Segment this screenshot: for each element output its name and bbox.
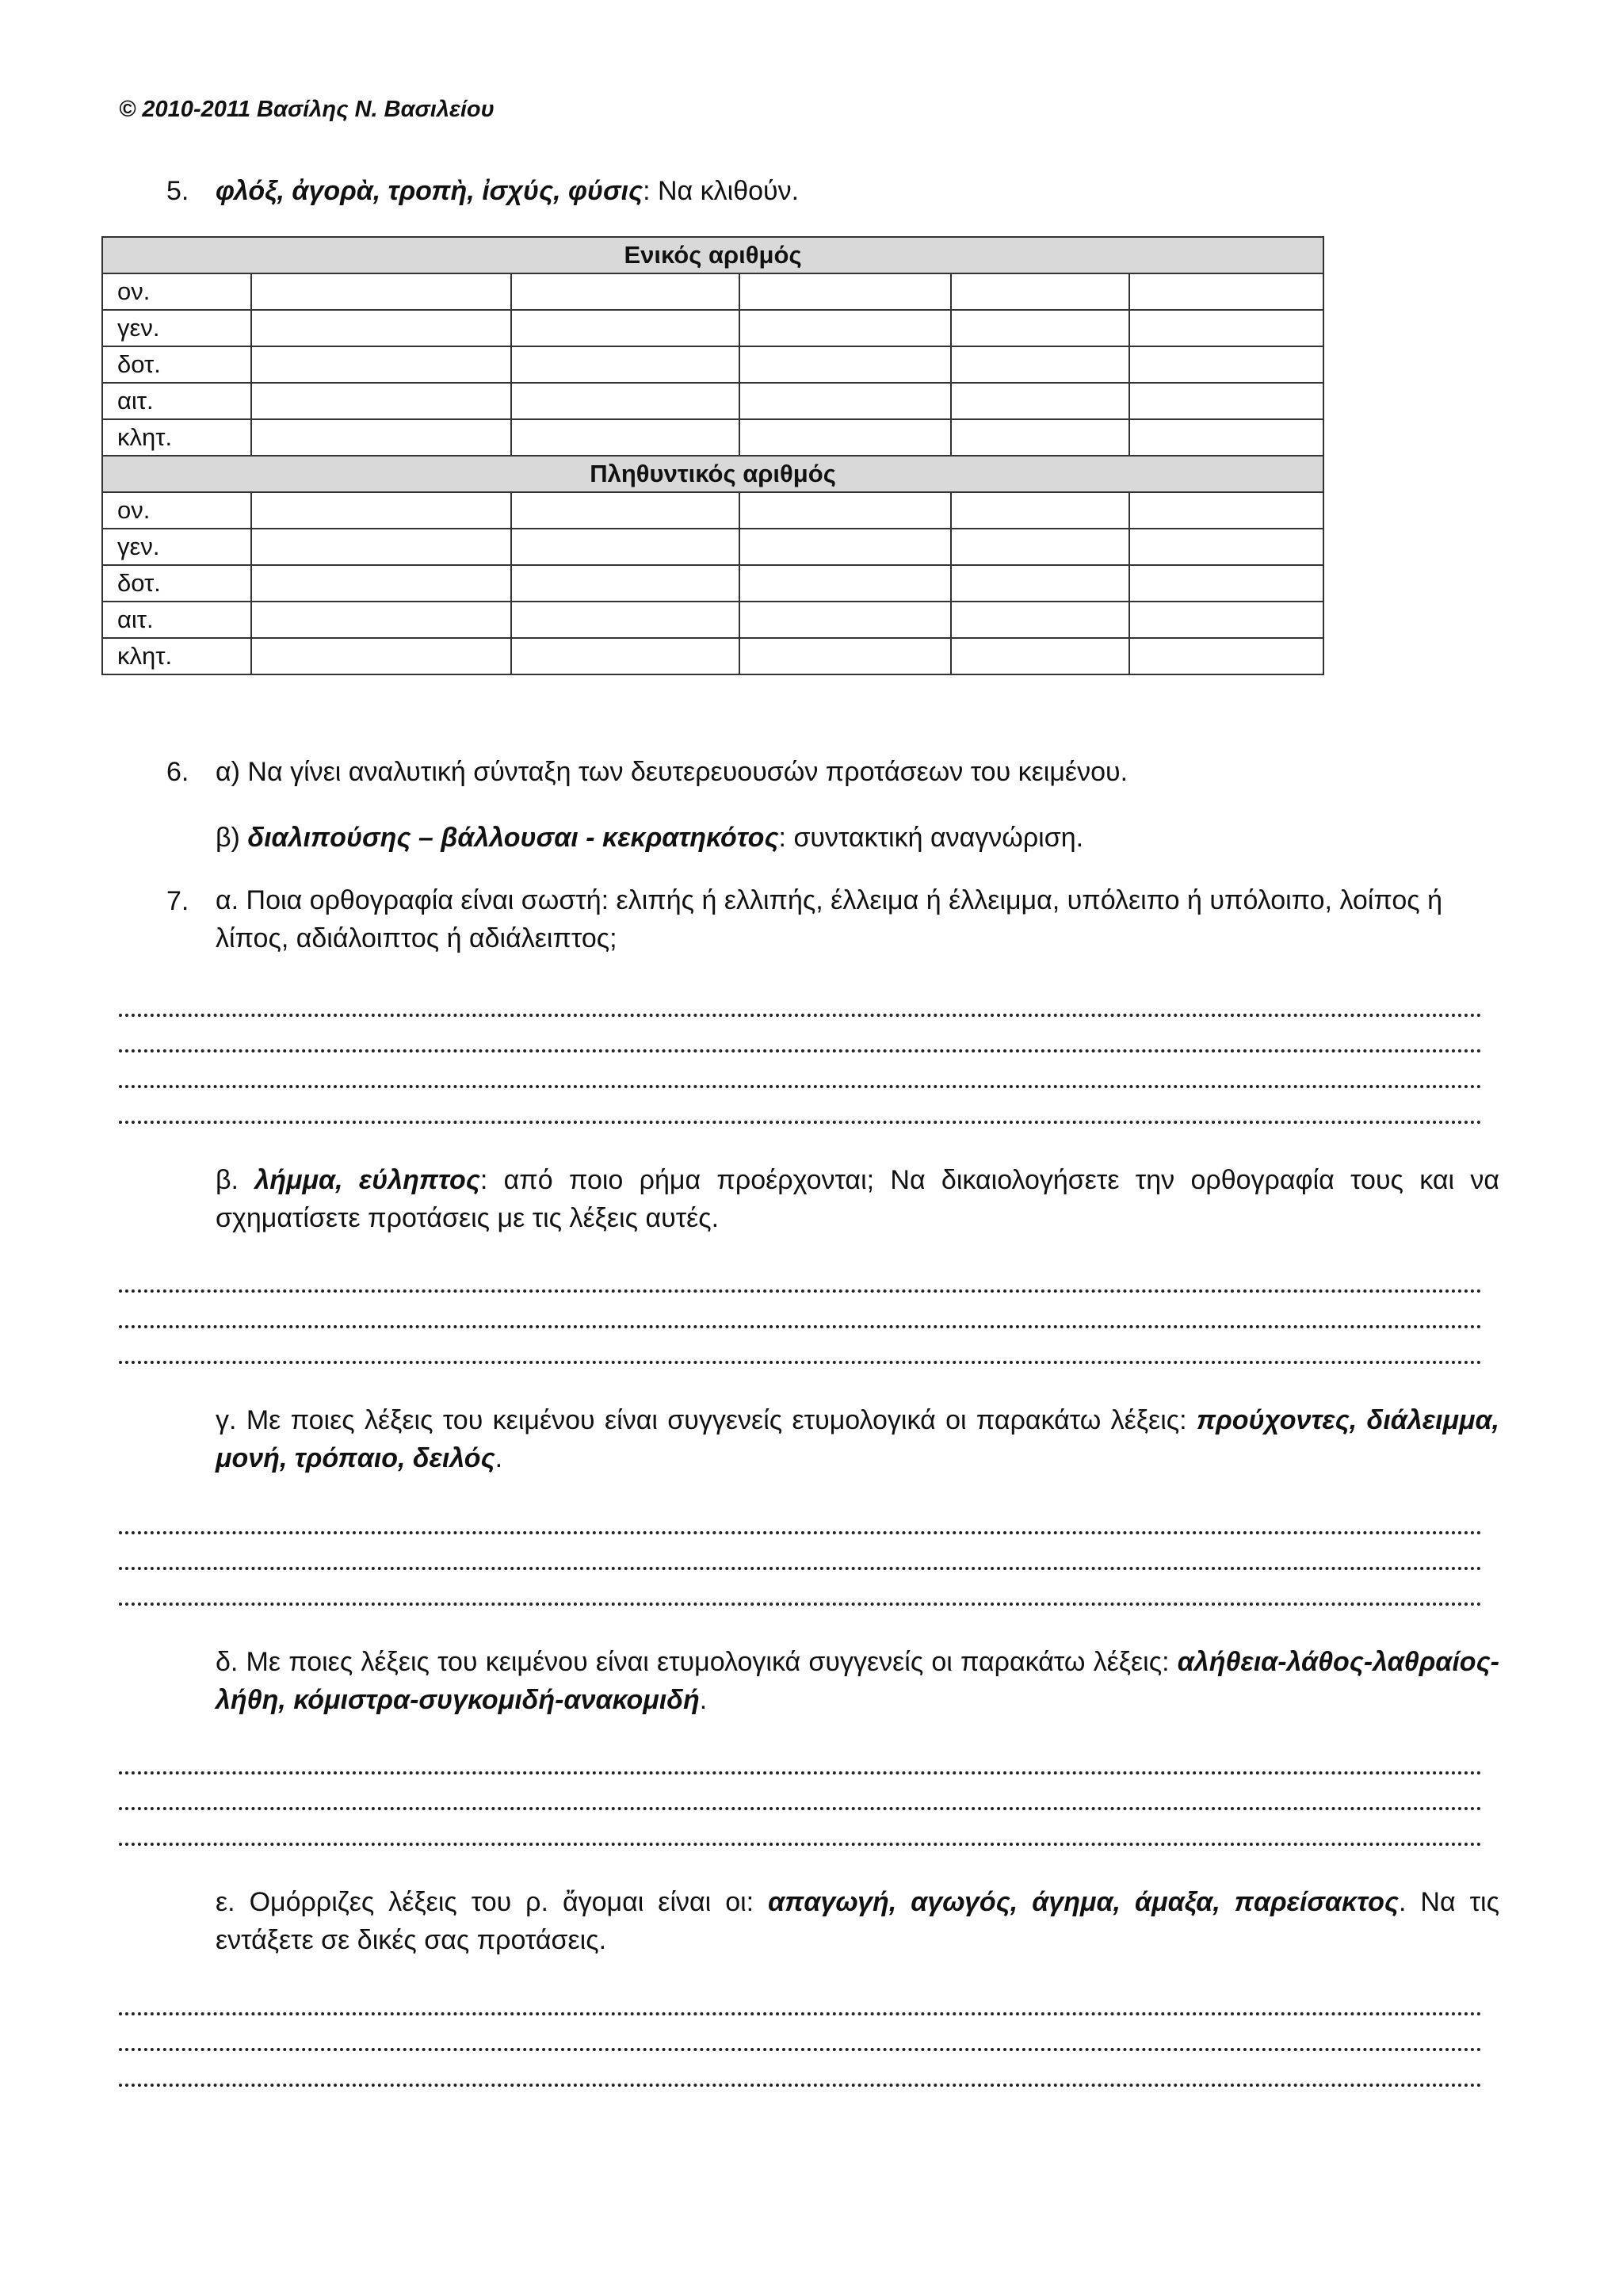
answer-line[interactable] bbox=[119, 1105, 1482, 1124]
case-label: γεν. bbox=[102, 310, 251, 346]
question-6b-words: διαλιπούσης – βάλλουσαι - κεκρατηκότος bbox=[247, 823, 779, 853]
question-5-instruction: : Να κλιθούν. bbox=[643, 176, 800, 206]
table-row bbox=[102, 383, 1323, 419]
question-5-text bbox=[216, 176, 799, 207]
question-7e-text: ε. Ομόρριζες λέξεις του ρ. ἄγομαι είναι οι: απαγωγή, αγωγός, άγημα, άμαξα, παρείσακτος. Να τις εντάξετε σε δικές σας προτάσεις. bbox=[216, 1887, 1499, 1955]
plural-header: Πληθυντικός αριθμός bbox=[102, 456, 1323, 492]
question-5-words: φλόξ, ἀγορὰ, τροπὴ, ἰσχύς, φύσις bbox=[216, 176, 643, 206]
answer-line[interactable] bbox=[119, 1791, 1482, 1810]
question-6a-text: α) Να γίνει αναλυτική σύνταξη των δευτερευουσών προτάσεων του κειμένου. bbox=[216, 757, 1128, 787]
copyright-header: © 2010-2011 Βασίλης Ν. Βασιλείου bbox=[119, 97, 495, 122]
declension-table bbox=[101, 236, 1324, 675]
answer-line[interactable] bbox=[119, 998, 1482, 1017]
case-label: κλητ. bbox=[102, 419, 251, 456]
case-label: κλητ. bbox=[102, 638, 251, 674]
table-row bbox=[102, 602, 1323, 638]
answer-line[interactable] bbox=[119, 1755, 1482, 1775]
table-row bbox=[102, 492, 1323, 529]
question-7e-words: απαγωγή, αγωγός, άγημα, άμαξα, παρείσακτος bbox=[768, 1887, 1399, 1917]
singular-header: Ενικός αριθμός bbox=[102, 237, 1323, 273]
question-6-number: 6. bbox=[166, 757, 189, 787]
question-7d-text: δ. Με ποιες λέξεις του κειμένου είναι ετυμολογικά συγγενείς οι παρακάτω λέξεις: αλήθεια-λάθος-λαθραίος-λήθη, κόμιστρα-συγκομιδή-ανακομιδή. bbox=[216, 1647, 1499, 1715]
case-label: ον. bbox=[102, 273, 251, 310]
question-7c-text: γ. Με ποιες λέξεις του κειμένου είναι συγγενείς ετυμολογικά οι παρακάτω λέξεις: προύχοντες, διάλειμμα, μονή, τρόπαιο, δειλός. bbox=[216, 1405, 1499, 1473]
question-5-number: 5. bbox=[166, 176, 189, 206]
case-label: αιτ. bbox=[102, 602, 251, 638]
question-7c-words: προύχοντες, διάλειμμα, μονή, τρόπαιο, δειλός bbox=[216, 1405, 1499, 1473]
answer-line[interactable] bbox=[119, 1069, 1482, 1088]
case-label: αιτ. bbox=[102, 383, 251, 419]
case-label: δοτ. bbox=[102, 346, 251, 383]
table-row bbox=[102, 419, 1323, 456]
answer-line[interactable] bbox=[119, 1551, 1482, 1570]
answer-line[interactable] bbox=[119, 1274, 1482, 1293]
answer-line[interactable] bbox=[119, 1515, 1482, 1534]
question-7d-words: αλήθεια-λάθος-λαθραίος-λήθη, κόμιστρα-συγκομιδή-ανακομιδή bbox=[216, 1647, 1499, 1715]
table-row bbox=[102, 638, 1323, 674]
answer-line[interactable] bbox=[119, 1587, 1482, 1606]
answer-line[interactable] bbox=[119, 1827, 1482, 1846]
answer-line[interactable] bbox=[119, 1345, 1482, 1364]
answer-line[interactable] bbox=[119, 2032, 1482, 2051]
question-7b-text: β. λήμμα, εύληπτος: από ποιο ρήμα προέρχονται; Να δικαιολογήσετε την ορθογραφία τους και να σχηματίσετε προτάσεις με τις λέξεις αυτές. bbox=[216, 1165, 1500, 1233]
table-row bbox=[102, 565, 1323, 602]
table-row bbox=[102, 529, 1323, 565]
table-row bbox=[102, 310, 1323, 346]
case-label: γεν. bbox=[102, 529, 251, 565]
answer-line[interactable] bbox=[119, 1996, 1482, 2015]
answer-line[interactable] bbox=[119, 1033, 1482, 1052]
table-row bbox=[102, 273, 1323, 310]
answer-line[interactable] bbox=[119, 1309, 1482, 1328]
question-7b-words: λήμμα, εύληπτος bbox=[254, 1165, 480, 1195]
case-label: δοτ. bbox=[102, 565, 251, 602]
case-label: ον. bbox=[102, 492, 251, 529]
question-6b-text: β) διαλιπούσης – βάλλουσαι - κεκρατηκότος: συντακτική αναγνώριση. bbox=[216, 823, 1084, 853]
question-7a-text: α. Ποια ορθογραφία είναι σωστή: ελιπής ή ελλιπής, έλλειμα ή έλλειμμα, υπόλειπο ή υπόλοιπο, λοίπος ή λίπος, αδιάλοιπτος ή αδιάλειπτος; bbox=[216, 885, 1443, 953]
table-row bbox=[102, 346, 1323, 383]
answer-line[interactable] bbox=[119, 2068, 1482, 2087]
question-7-number: 7. bbox=[166, 886, 189, 916]
